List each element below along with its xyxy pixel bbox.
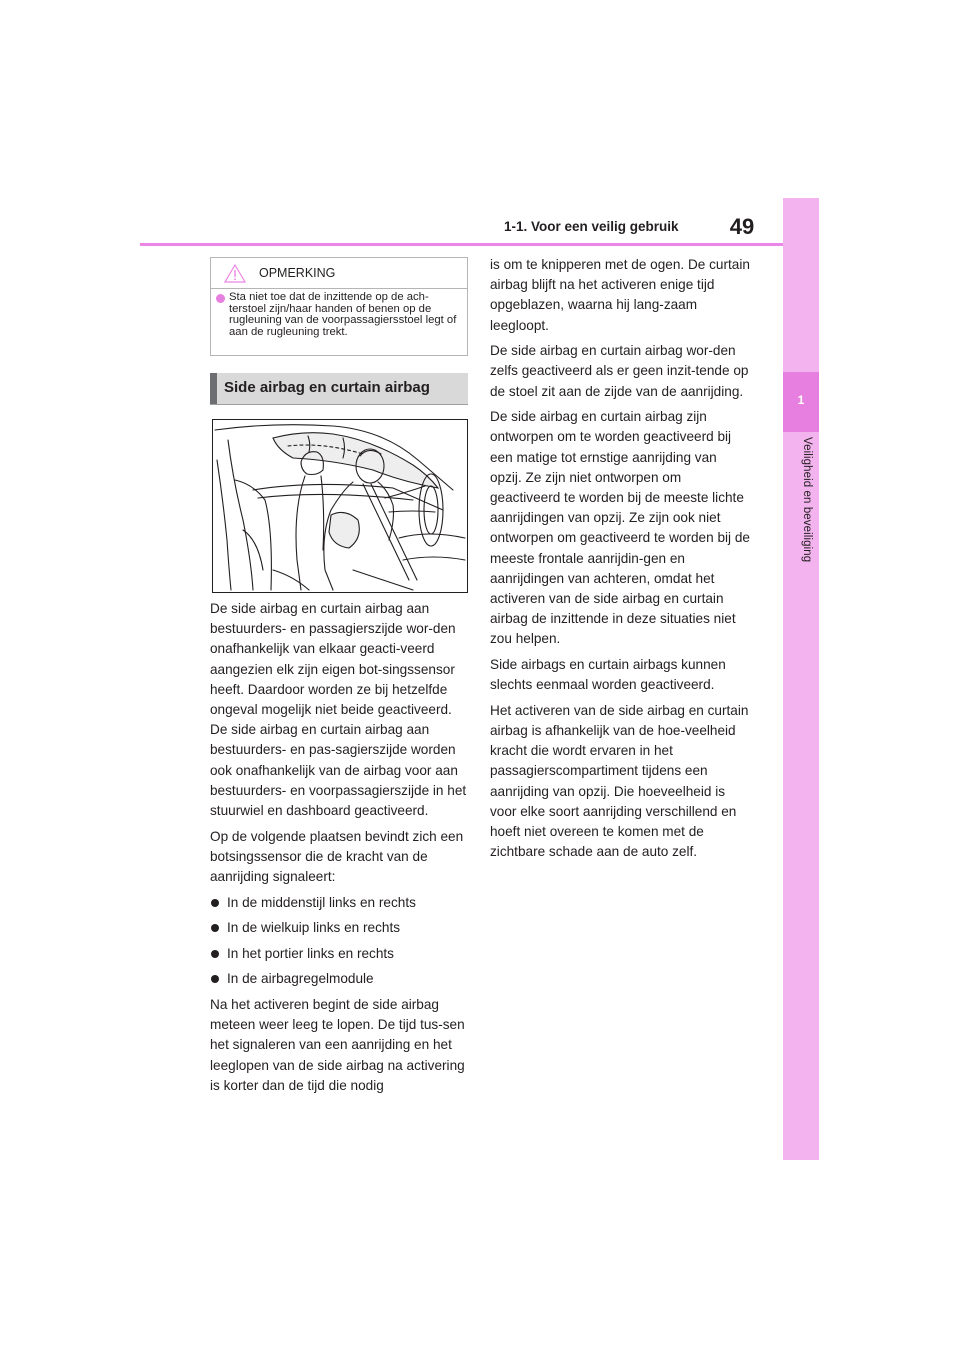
list-item xyxy=(210,969,472,989)
list-item-text: In de wielkuip links en rechts xyxy=(227,920,401,936)
warning-triangle-icon xyxy=(224,264,246,283)
right-text-column xyxy=(490,255,752,868)
notice-box xyxy=(210,257,468,356)
section-heading xyxy=(210,373,468,405)
chapter-side-tab xyxy=(783,198,819,1160)
header-divider xyxy=(140,243,783,246)
notice-text: Sta niet toe dat de inzittende op de ach-terstoel zijn/haar handen of benen op de rugleuning van de voorpassagiersstoel legt of aan de rugleuning trekt. xyxy=(229,291,457,339)
list-item-text: In de airbagregelmodule xyxy=(227,971,374,987)
paragraph: Side airbags en curtain airbags kunnen slechts eenmaal worden geactiveerd. xyxy=(490,657,726,693)
paragraph: is om te knipperen met de ogen. De curtain airbag blijft na het activeren enige tijd opgeblazen, waarna hij lang-zaam leegloopt. xyxy=(490,257,750,333)
paragraph: De side airbag en curtain airbag wor-den zelfs geactiveerd als er geen inzit-tende op de stoel zit aan de zijde van de aanrijding. xyxy=(490,343,749,399)
paragraph: Op de volgende plaatsen bevindt zich een botsingssensor die de kracht van de aanrijding signaleert: xyxy=(210,828,464,885)
chapter-number: 1 xyxy=(797,393,805,407)
notice-title: OPMERKING xyxy=(259,266,336,280)
bullet-icon xyxy=(211,899,219,907)
bullet-icon xyxy=(211,950,219,958)
list-item-text: In het portier links en rechts xyxy=(227,945,394,961)
chapter-label: Veiligheid en beveiliging xyxy=(801,437,813,563)
paragraph: Het activeren van de side airbag en curtain airbag is afhankelijk van de hoe-veelheid kracht die wordt ervaren in het passagierscompartiment tijdens een aanrijding van opzij. Die hoeveelheid is voor elke soort aanrijding verschillend en hoeft niet overeen te komen met de zichtbare schade aan de auto zelf. xyxy=(490,702,749,860)
airbag-illustration xyxy=(212,419,468,593)
list-item xyxy=(210,918,472,938)
car-interior-drawing xyxy=(213,420,467,592)
bullet-icon xyxy=(211,975,219,983)
left-text-column xyxy=(210,599,472,1101)
paragraph: Na het activeren begint de side airbag meteen weer leeg te lopen. De tijd tus-sen het signaleren van een aanrijding en het leeglopen van de side airbag na activering is korter dan de tijd die nodig xyxy=(210,997,465,1093)
paragraph: De side airbag en curtain airbag zijn ontworpen om te worden geactiveerd bij een matige tot ernstige aanrijding van opzij. Ze zijn niet ontworpen om geactiveerd te worden bij de meeste lichte aanrijdingen van opzij. Ze zijn ook niet ontworpen om geactiveerd te worden bij de meeste frontale aanrijdin-gen en aanrijdingen van achteren, omdat het activeren van de side airbag en curtain airbag de inzittende in deze situaties niet zou helpen. xyxy=(490,409,750,647)
list-item xyxy=(210,944,472,964)
bullet-icon xyxy=(216,294,225,303)
section-heading-text: Side airbag en curtain airbag xyxy=(224,379,430,396)
list-item-text: In de middenstijl links en rechts xyxy=(227,894,416,910)
bullet-icon xyxy=(211,924,219,932)
page-number: 49 xyxy=(729,214,755,239)
section-title: 1-1. Voor een veilig gebruik xyxy=(504,219,679,234)
list-item xyxy=(210,893,472,913)
heading-accent-bar xyxy=(210,373,217,404)
paragraph: De side airbag en curtain airbag aan bestuurders- en passagierszijde wor-den onafhankelijk van elkaar geacti-veerd aangezien elk zijn eigen bot-singssensor heeft. Daardoor worden ze bij hetzelfde ongeval mogelijk niet beide geactiveerd. De side airbag en curtain airbag aan bestuurders- en pas-sagierszijde worden ook onafhankelijk van de airbag voor aan bestuurders- en voorpassagierszijde in het stuurwiel en dashboard geactiveerd. xyxy=(210,601,467,819)
notice-header xyxy=(211,258,467,289)
